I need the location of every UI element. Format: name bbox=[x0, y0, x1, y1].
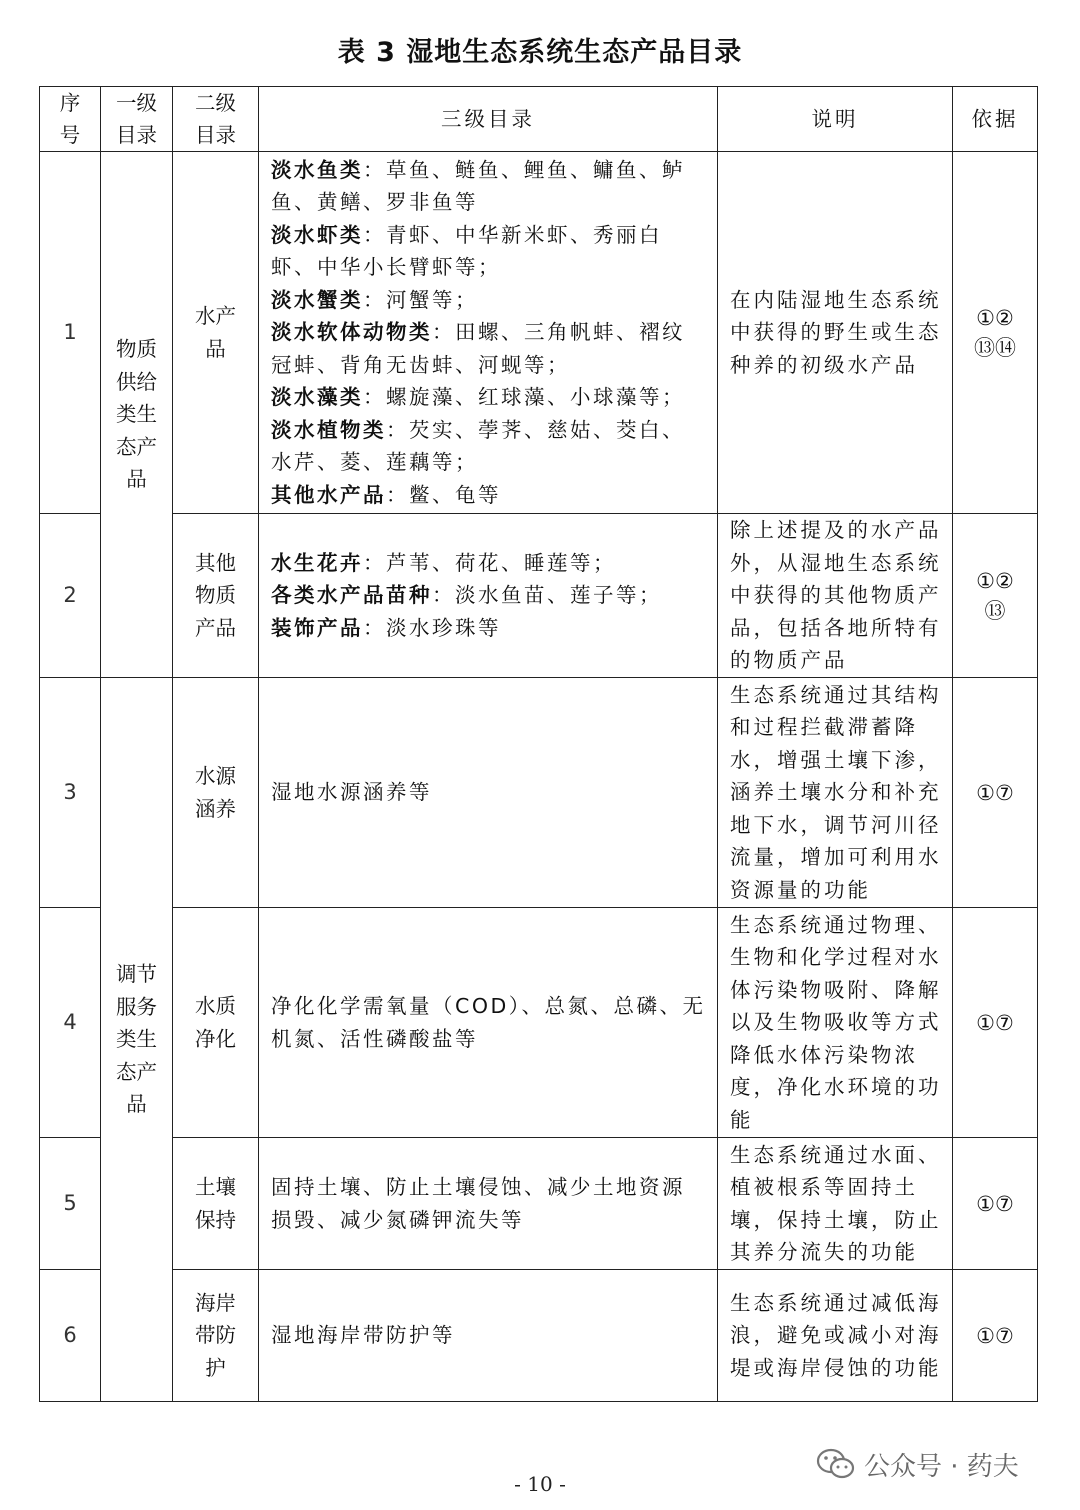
table-row bbox=[40, 514, 1038, 678]
list-item: 淡水植物类：芡实、荸荠、慈姑、茭白、水芹、菱、莲藕等； bbox=[271, 417, 685, 475]
table-row bbox=[40, 152, 1038, 514]
group-label: 物质供给类生态产品 bbox=[116, 337, 157, 492]
group-material bbox=[101, 152, 173, 678]
row-basis: ①⑦ bbox=[953, 678, 1038, 908]
row-items: 湿地海岸带防护等 bbox=[259, 1270, 718, 1402]
row-basis: ①② ⑬⑭ bbox=[953, 152, 1038, 514]
row-desc: 生态系统通过水面、植被根系等固持土壤，保持土壤，防止其养分流失的功能 bbox=[718, 1138, 953, 1270]
row-items bbox=[259, 514, 718, 678]
table-row bbox=[40, 908, 1038, 1138]
row-level2: 海岸带防护 bbox=[173, 1270, 259, 1402]
row-level2: 水源涵养 bbox=[173, 678, 259, 908]
table-row bbox=[40, 1270, 1038, 1402]
group-regulating bbox=[101, 678, 173, 1402]
row-seq: 3 bbox=[40, 678, 101, 908]
row-desc: 在内陆湿地生态系统中获得的野生或生态种养的初级水产品 bbox=[718, 152, 953, 514]
row-basis: ①⑦ bbox=[953, 908, 1038, 1138]
table-title: 表 3 湿地生态系统生态产品目录 bbox=[337, 37, 743, 68]
row-level2: 其他物质产品 bbox=[173, 514, 259, 678]
row-basis: ①② ⑬ bbox=[953, 514, 1038, 678]
row-seq: 5 bbox=[40, 1138, 101, 1270]
row-basis: ①⑦ bbox=[953, 1270, 1038, 1402]
table-row bbox=[40, 1138, 1038, 1270]
row-items bbox=[259, 152, 718, 514]
row-level2: 水质净化 bbox=[173, 908, 259, 1138]
header-level2: 二级 目录 bbox=[173, 87, 259, 152]
ecological-products-table bbox=[39, 86, 1038, 1402]
row-seq: 2 bbox=[40, 514, 101, 678]
row-items: 固持土壤、防止土壤侵蚀、减少土地资源损毁、减少氮磷钾流失等 bbox=[259, 1138, 718, 1270]
row-seq: 1 bbox=[40, 152, 101, 514]
table-row bbox=[40, 678, 1038, 908]
list-item: 水生花卉：芦苇、荷花、睡莲等； bbox=[271, 550, 616, 575]
header-desc: 说明 bbox=[718, 87, 953, 152]
row-desc: 除上述提及的水产品外，从湿地生态系统中获得的其他物质产品，包括各地所特有的物质产品 bbox=[718, 514, 953, 678]
page-number: - 10 - bbox=[514, 1472, 566, 1496]
header-seq: 序 号 bbox=[40, 87, 101, 152]
list-item: 各类水产品苗种：淡水鱼苗、莲子等； bbox=[271, 583, 662, 608]
row-basis: ①⑦ bbox=[953, 1138, 1038, 1270]
header-level3: 三级目录 bbox=[259, 87, 718, 152]
list-item: 淡水软体动物类：田螺、三角帆蚌、褶纹冠蚌、背角无齿蚌、河蚬等； bbox=[271, 320, 685, 377]
row-desc: 生态系统通过减低海浪，避免或减小对海堤或海岸侵蚀的功能 bbox=[718, 1270, 953, 1402]
row-level2: 土壤保持 bbox=[173, 1138, 259, 1270]
row-items: 湿地水源涵养等 bbox=[259, 678, 718, 908]
row-items: 净化化学需氧量（COD）、总氮、总磷、无机氮、活性磷酸盐等 bbox=[259, 908, 718, 1138]
header-row bbox=[40, 87, 1038, 152]
list-item: 淡水蟹类：河蟹等； bbox=[271, 287, 478, 312]
row-desc: 生态系统通过其结构和过程拦截滞蓄降水，增强土壤下渗，涵养土壤水分和补充地下水，调节河川径流量，增加可利用水资源量的功能 bbox=[718, 678, 953, 908]
row-seq: 6 bbox=[40, 1270, 101, 1402]
row-seq: 4 bbox=[40, 908, 101, 1138]
group-label: 调节服务类生态产品 bbox=[116, 962, 157, 1117]
row-level2: 水产品 bbox=[173, 152, 259, 514]
list-item: 其他水产品：鳖、龟等 bbox=[271, 482, 501, 507]
list-item: 淡水藻类：螺旋藻、红球藻、小球藻等； bbox=[271, 385, 685, 410]
watermark-text: 公众号 · 药夫 bbox=[864, 1451, 1019, 1482]
header-level1: 一级 目录 bbox=[101, 87, 173, 152]
list-item: 装饰产品：淡水珍珠等 bbox=[271, 615, 501, 640]
header-basis: 依据 bbox=[953, 87, 1038, 152]
list-item: 淡水鱼类：草鱼、鲢鱼、鲤鱼、鳙鱼、鲈鱼、黄鳝、罗非鱼等 bbox=[271, 157, 685, 215]
list-item: 淡水虾类：青虾、中华新米虾、秀丽白虾、中华小长臂虾等； bbox=[271, 222, 662, 280]
row-desc: 生态系统通过物理、生物和化学过程对水体污染物吸附、降解以及生物吸收等方式降低水体污染物浓度，净化水环境的功能 bbox=[718, 908, 953, 1138]
